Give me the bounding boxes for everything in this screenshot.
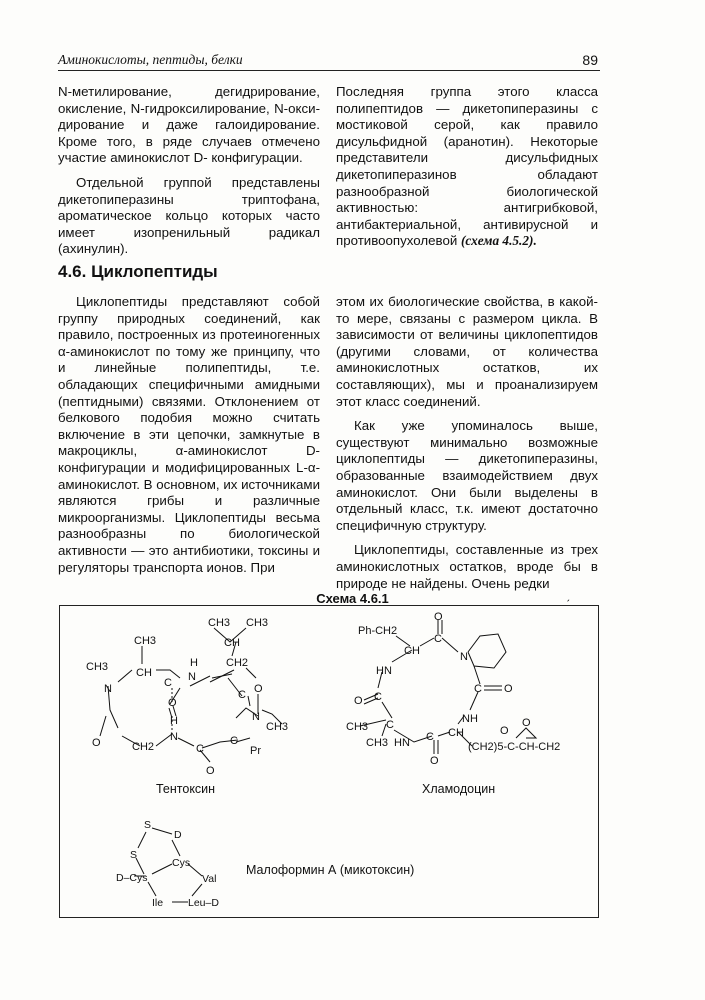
malformin-bonds — [134, 828, 202, 902]
chlamydocin-name: Хламодоцин — [422, 782, 496, 796]
scheme-figure — [59, 605, 599, 918]
atom-label: NH — [462, 713, 478, 725]
atom-label: D–Cys — [116, 872, 148, 884]
atom-label: O — [168, 697, 177, 709]
top-left-column — [58, 84, 320, 266]
atom-label: C — [164, 677, 172, 689]
tentoxin-bonds — [100, 628, 282, 762]
atom-label: S — [144, 819, 152, 831]
atom-label: N — [188, 671, 196, 683]
atom-label: CH2 — [226, 657, 249, 669]
stray-mark: ˏ — [566, 588, 570, 602]
atom-label: CH — [136, 667, 152, 679]
atom-label: O — [206, 765, 215, 777]
atom-label: N — [460, 651, 468, 663]
atom-label: C — [426, 731, 434, 743]
atom-label: CH3 — [366, 737, 389, 749]
atom-label: O — [254, 683, 263, 695]
atom-label: CH — [448, 727, 464, 739]
atom-label: CH3 — [346, 721, 369, 733]
atom-label: C — [196, 743, 204, 755]
atom-label: N — [104, 683, 112, 695]
atom-label: O — [430, 755, 439, 767]
atom-label: C — [474, 683, 482, 695]
atom-label: D — [174, 829, 182, 841]
paragraph: Циклопептиды представляют собой группу природных соединений, как правило, построенных из протеиногенных α-аминокислот по тому же принципу, что и линейные полипептиды, т.е. обладающих специфичными амидными (пептидными) связями. Отклонением от белкового подобия можно считать включение в эти цепочки, замкнутые в макроциклы, α-аминокислот D-конфигурации и модифицированных L-α-аминокислот. В основном, их источниками являются грибы и различные микроорганизмы. Циклопептиды весьма разнообразны по биологической активности — это антибиотики, токсины и регуляторы транспорта ионов. При — [58, 294, 320, 575]
atom-label: H — [170, 715, 178, 727]
section-title: 4.6. Циклопептиды — [58, 262, 218, 281]
paragraph-text: Последняя группа этого класса полипептидов — дикетопиперазины с мостиковой серой, как правило дисульфидной (аранотин). Некоторые представители дисульфидных дикетопиперазинов обладают разнообразной биологической активностью: антигрибковой, антибактериальной, антивирусной и противоопухолевой — [336, 84, 598, 249]
atom-label: CH — [224, 637, 240, 649]
atom-label: Val — [202, 873, 217, 885]
top-right-column — [336, 84, 598, 258]
atom-label: S — [130, 849, 138, 861]
atom-label: CH — [404, 645, 420, 657]
tentoxin-name: Тентоксин — [156, 782, 216, 796]
atom-label: HN — [394, 737, 410, 749]
scheme-title: Схема 4.6.1 — [316, 591, 389, 606]
atom-label: O — [92, 737, 101, 749]
paragraph — [336, 84, 598, 250]
atom-label: O — [500, 725, 509, 737]
page-number: 89 — [582, 52, 598, 68]
paragraph: этом их биологические свойства, в какой-то мере, связаны с размером цикла. В зависимости от величины циклопептидов (другими словами, от количества аминокислотных остатков, их составляющих), мы и проанализируем этот класс соединений. — [336, 294, 598, 409]
atom-label: C — [238, 689, 246, 701]
atom-label: Ph-CH2 — [358, 625, 398, 637]
atom-label: O — [434, 611, 443, 623]
paragraph: Циклопептиды, составленные из трех аминокислотных остатков, вроде бы в природе не найдены. Очень редки — [336, 542, 598, 591]
body-right-column — [336, 294, 598, 600]
chlamydocin-atoms — [346, 611, 560, 767]
atom-label: CH3 — [266, 721, 289, 733]
atom-label: C — [434, 633, 442, 645]
paragraph: N-метилирование, дегидрирование, окисление, N-гидроксилирование, N-оксидирование и даже галоидирование. Кроме того, в ряде случаев отмечено участие аминокислот D- конфигурации. — [58, 84, 320, 166]
atom-label: C — [374, 691, 382, 703]
body-left-column — [58, 294, 320, 584]
atom-label: CH3 — [134, 635, 157, 647]
atom-label: CH3 — [246, 617, 269, 629]
atom-label: CH3 — [86, 661, 109, 673]
atom-label: Ile — [152, 897, 164, 909]
atom-label: O — [354, 695, 363, 707]
atom-label: CH2 — [132, 741, 155, 753]
atom-label: HN — [376, 665, 392, 677]
atom-label: CH3 — [208, 617, 231, 629]
running-head — [58, 52, 598, 68]
paragraph: Отдельной группой представлены дикетопиперазины триптофана, ароматическое кольцо которых часто имеет изопренильный радикал (ахинулин). — [58, 174, 320, 257]
paragraph: Как уже упоминалось выше, существуют минимально возможные циклопептиды — дикетопиперазины, образованные взаимодействием двух аминокислот. Они были выделены в отдельный класс, т.к. имеют достаточно специфичную структуру. — [336, 418, 598, 533]
atom-label: O — [522, 717, 531, 729]
atom-label: Leu–D — [188, 897, 219, 909]
header-rule — [58, 70, 600, 71]
atom-label: (CH2)5-C-CH-CH2 — [468, 741, 561, 753]
chemical-structures — [60, 606, 598, 917]
atom-label: C — [386, 719, 394, 731]
running-head-title: Аминокислоты, пептиды, белки — [58, 52, 243, 67]
malformin-name: Малоформин А (микотоксин) — [246, 863, 415, 877]
atom-label: Cys — [172, 857, 191, 869]
atom-label: Pr — [250, 745, 261, 757]
atom-label: N — [252, 711, 260, 723]
atom-label: N — [170, 731, 178, 743]
atom-label: O — [504, 683, 513, 695]
atom-label: H — [190, 657, 198, 669]
scheme-reference: (схема 4.5.2). — [460, 233, 537, 249]
atom-label: C — [230, 735, 238, 747]
